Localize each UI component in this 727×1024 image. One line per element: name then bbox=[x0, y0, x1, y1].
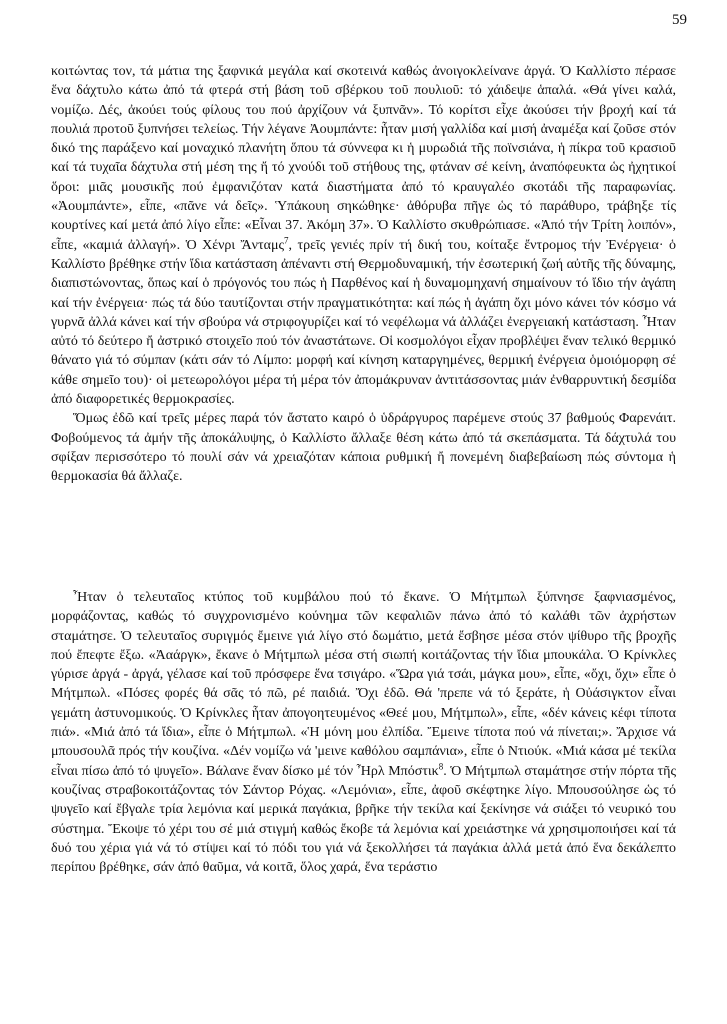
paragraph-3-part-b: . Ὁ Μήτμπωλ σταμάτησε στήν πόρτα τῆς κουζίνας στραβοκοιτάζοντας τόν Σάντορ Ρόχας. «Λεμόνια», εἶπε, ἀφοῦ σκέφτηκε λίγο. Μπουσούλησε ὡς τό ψυγεῖο καί ἔβγαλε τρία λεμόνια καί μερικά παγάκια, βρῆκε τήν τεκίλα καί ξεκίνησε νά σιάξει τό νευρικό του σύστημα. Ἔκοψε τό χέρι του σέ μιά στιγμή καθώς ἔκοβε τά λεμόνια καί χρειάστηκε νά χρησιμοποιήσει καί τά δυό του χέρια γιά νά τό στίψει καί τό πόδι του γιά νά ξεκολλήσει τά παγάκια ἀλλά μετά ἀπό ἕνα δεκάλεπτο περίπου βρέθηκε, σάν ἀπό θαῦμα, νά κοιτᾶ, ὅλος χαρά, ἕνα τεράστιο bbox=[51, 763, 677, 876]
paragraph-3-part-a: Ἦταν ὁ τελευταῖος κτύπος τοῦ κυμβάλου πού τό ἔκανε. Ὁ Μήτμπωλ ξύπνησε ξαφνιασμένος, μορφάζοντας, καθώς τό συγχρονισμένο κούνημα τῶν κεφαλιῶν πάνω ἀπό τό καλάθι τῶν ἀχρήστων σταμάτησε. Ὁ τελευταῖος συριγμός ἔμεινε γιά λίγο στό δωμάτιο, μετά ἔσβησε μέσα στόν ψίθυρο τῆς βροχῆς πού ἔπεφτε ἔξω. «Ἀαάργκ», ἔκανε ὁ Μήτμπωλ μέσα στή σιωπή κοιτάζοντας τήν ἴδια μπουκάλα. Ὁ Κρίνκλες γύρισε ἀργά - ἀργά, γέλασε καί τοῦ πρόσφερε ἕνα τσιγάρο. «Ὥρα γιά τσάι, μάγκα μου», εἶπε, «ὄχι, ὄχι» εἶπε ὁ Μήτμπωλ. «Πόσες φορές θά σᾶς τό πῶ, ρέ παιδιά. Ὄχι ἐδῶ. Θά 'πρεπε νά τό ξεράτε, ἡ Οὐάσιγκτον εἶναι γεμάτη ἀστυνομικούς. Ὁ Κρίνκλες ἦταν ἀπογοητευμένος «Θεέ μου, Μήτμπωλ», εἶπε, «δέν κάνεις κέφι τίποτα πιά». «Μιά ἀπό τά ἴδια», εἶπε ὁ Μήτμπωλ. «Ἡ μόνη μου ἐλπίδα. Ἔμεινε τίποτα πού νά πίνεται;». Ἄρχισε νά μπουσουλᾶ πρός τήν κουζίνα. «Δέν νομίζω νά 'μεινε καθόλου σαμπάνια», εἶπε ὁ Ντιούκ. «Μιά κάσα μέ τεκίλα εἶναι πίσω ἀπό τό ψυγεῖο». Βάλανε ἕναν δίσκο μέ τόν Ἦρλ Μπόστικ bbox=[51, 590, 676, 779]
paragraph-3 bbox=[51, 588, 676, 877]
footnote-marker-7: 7 bbox=[284, 235, 289, 246]
paragraph-2: Ὅμως ἐδῶ καί τρεῖς μέρες παρά τόν ἄστατο καιρό ὁ ὑδράργυρος παρέμενε στούς 37 βαθμούς Φαρενάιτ. Φοβούμενος τά ἀμήν τῆς ἀποκάλυψης, ὁ Καλλίστο ἄλλαξε θέση κάτω ἀπό τά σκεπάσματα. Τά δάχτυλά του σφίξαν περισσότερο τό πουλί σάν νά χρειαζόταν κάποια ρυθμική ἤ πονεμένη διαβεβαίωση πώς σύντομα ἡ θερμοκασία θά ἄλλαζε. bbox=[51, 411, 676, 485]
paragraph-1-part-b: , τρεῖς γενιές πρίν τή δική του, κοίταξε ἔντρομος τήν Ἐνέργεια· ὁ Καλλίστο βρέθηκε στήν ἴδια κατάσταση ἀπέναντι στή Θερμοδυναμική, τήν ἐσωτερική ζωή αὐτῆς τῆς δύναμης, διαπιστώνοντας, ὅπως καί ὁ πρόγονός του πώς ἡ Παρθένος καί ἡ δυναμομηχανή σημαίνουν τό ἴδιο τήν ἀγάπη καί τήν ἐνέργεια· πώς τά δύο ταυτίζονται στήν πραγματικότητα: καί πώς ἡ ἀγάπη ὄχι μόνο κάνει τόν κόσμο νά γυρνᾶ ἀλλά κάνει καί τήν σβούρα νά στριφογυρίζει καί τό νεφέλωμα νά ἀλλάζει ἐνεργειακή κατάσταση. Ἦταν αὐτό τό δεύτερο ἤ ἀστρικό στοιχεῖο πού τόν ἀναστάτωνε. Οἱ κοσμολόγοι εἶχαν προβλέψει ἕναν τελικό θερμικό θάνατο γιά τό σύμπαν (κάτι σάν τό Λίμπο: μορφή καί κίνηση καταργημένες, θερμική ἐνέργεια ὁμοιόμορφη σέ κάθε σημεῖο του)· οἱ μετεωρολόγοι μέρα τή μέρα τόν ἀπομάκρυναν ἀντιτάσσοντας μιάν ἐνθαρρυντική δεσμίδα ἀπό διαφορετικές θερμοκρασίες. bbox=[51, 237, 676, 408]
paragraph-1-part-a: κοιτώντας τον, τά μάτια της ξαφνικά μεγάλα καί σκοτεινά καθώς ἀνοιγοκλείνανε ἀργά. Ὁ Καλλίστο πέρασε ἕνα δάχτυλο κάτω ἀπό τά φτερά στή βάση τοῦ σβέρκου τοῦ πουλιοῦ: τό χάιδεψε ἁπαλά. «Θά γίνει καλά, νομίζω. Δές, ἀκούει τούς φίλους του πού ἀρχίζουν νά ξυπνᾶν». Τό κορίτσι εἶχε ἀκούσει τήν βροχή καί τά πουλιά προτοῦ ξυπνήσει τελείως. Τήν λέγανε Ἀουμπάντε: ἦταν μισή γαλλίδα καί μισή ἀναμέξα καί ζοῦσε στόν δικό της παράξενο καί μοναχικό πλανήτη ὅπου τά σύννεφα κι ἡ μυρωδιά τῆς ποϊνσιάνα, ἡ πίκρα τοῦ κρασιοῦ καί τά τυχαῖα δάχτυλα στή μέση της ἤ τό χνούδι τοῦ στήθους της, φτάναν σέ κείνη, ἀναπόφευκτα ὡς ἠχητικοί ὅροι: μιᾶς μουσικῆς πού ἐμφανιζόταν κατά διαστήματα ἀπό τό κραυγαλέο σκοτάδι τῆς παραφωνίας. «Ἀουμπάντε», εἶπε, «πᾶνε νά δεῖς». Ὑπάκουη σηκώθηκε· ἀθόρυβα πῆγε ὡς τό παράθυρο, τράβηξε τίς κουρτίνες καί μετά ἀπό λίγο εἶπε: «Εἶναι 37. Ἀκόμη 37». Ὁ Καλλίστο σκυθρώπιασε. «Ἀπό τήν Τρίτη λοιπόν», εἶπε, «καμιά ἀλλαγή». Ὁ Χένρι Ἄνταμς bbox=[51, 64, 676, 253]
text-section-upper bbox=[51, 62, 676, 487]
page-number: 59 bbox=[672, 12, 687, 28]
footnote-marker-8: 8 bbox=[438, 761, 444, 772]
text-section-lower bbox=[51, 588, 676, 877]
paragraph-1 bbox=[51, 62, 676, 409]
